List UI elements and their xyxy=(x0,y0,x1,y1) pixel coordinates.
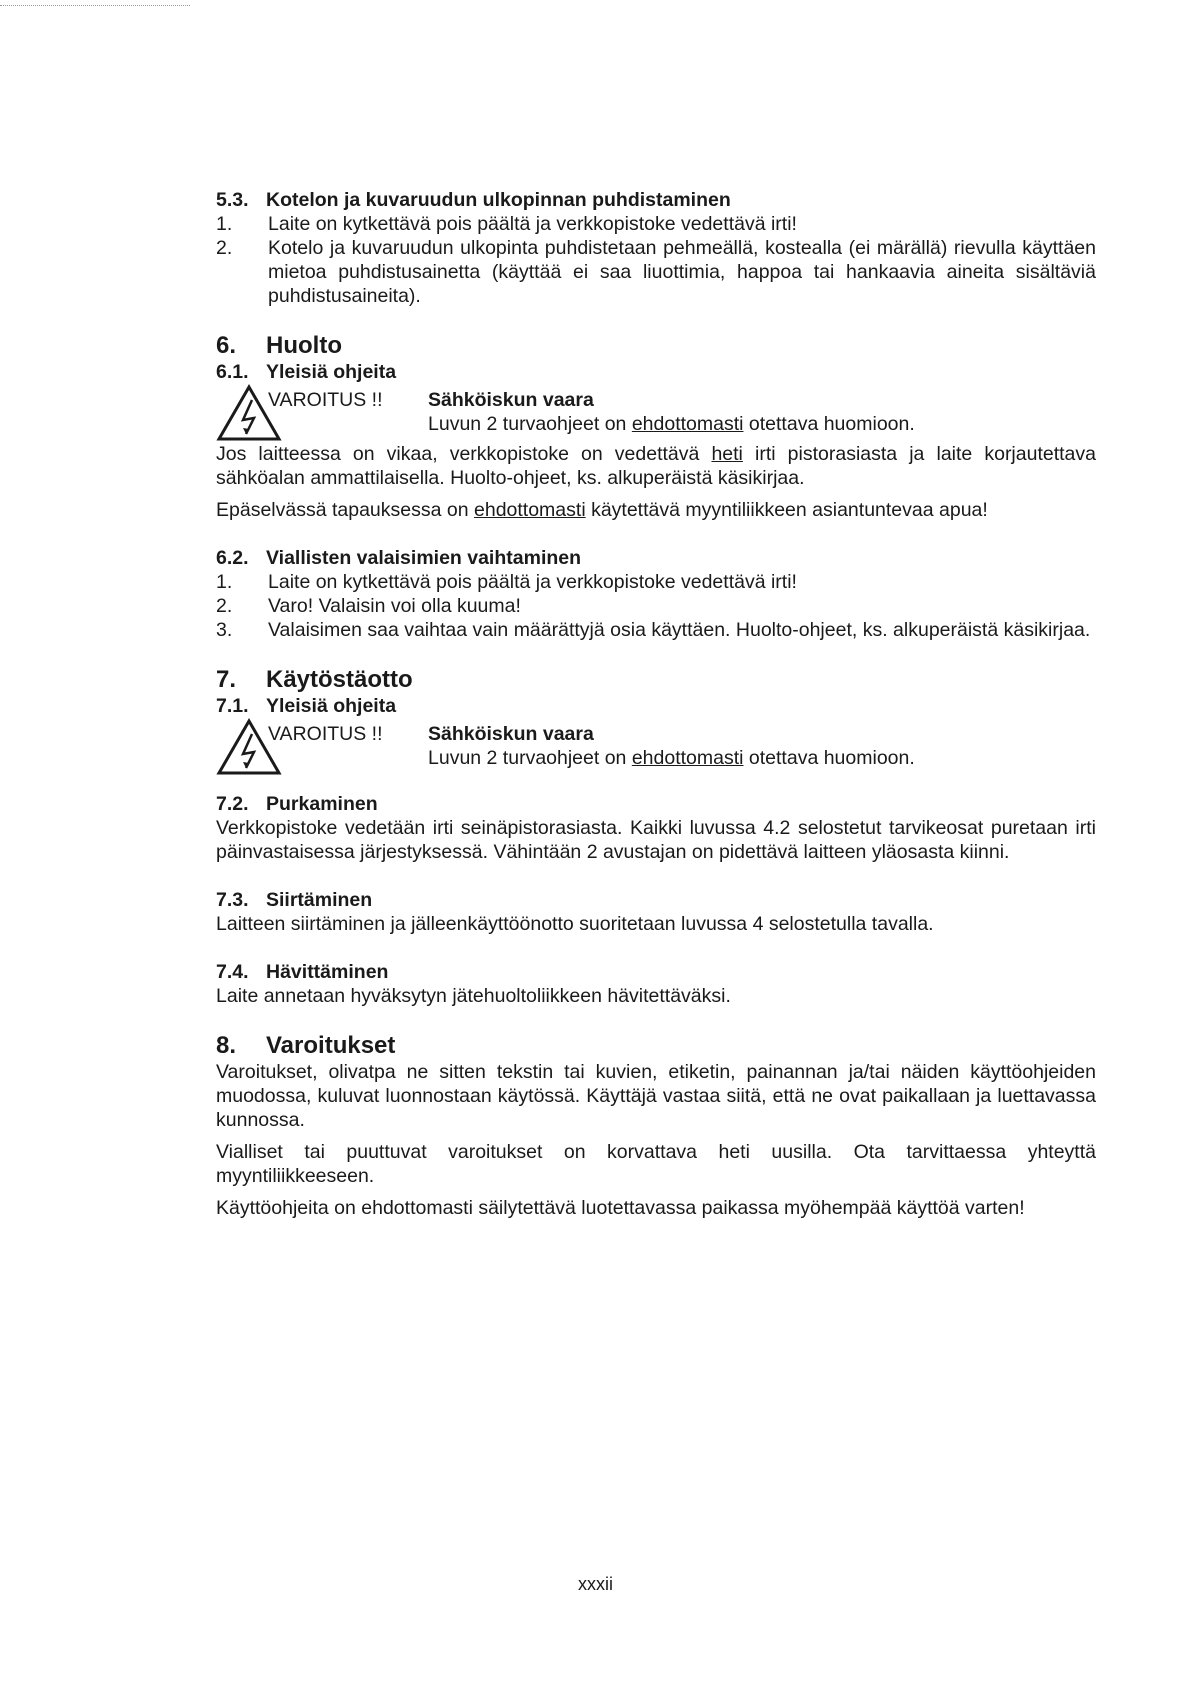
paragraph: Laite annetaan hyväksytyn jätehuoltoliikkeen hävitettäväksi. xyxy=(216,985,731,1007)
section-6-2-heading: 6.2. Viallisten valaisimien vaihtaminen xyxy=(216,547,582,569)
paragraph: Verkkopistoke vedetään irti seinäpistorasiasta. Kaikki luvussa 4.2 selostetut tarvikeosat puretaan irti päinvastaisessa järjestyksessä. Vähintään 2 avustajan on pidettävä laitteen yläosasta kiinni. xyxy=(216,817,1096,863)
warning-title: Sähköiskun vaara xyxy=(428,389,594,411)
list-item: 3. Valaisimen saa vaihtaa vain määrättyjä osia käyttäen. Huolto-ohjeet, ks. alkuperäistä käsikirjaa. xyxy=(216,619,1091,641)
section-5-3-list xyxy=(216,212,1096,308)
list-item: 2. Kotelo ja kuvaruudun ulkopinta puhdistetaan pehmeällä, kostealla (ei märällä) rievulla käyttäen mietoa puhdistusainetta (käyttää ei saa liuottimia, happoa tai hankaavia aineita sisältäviä puhdistusaineita). xyxy=(216,237,1096,307)
list-item: 2. Varo! Valaisin voi olla kuuma! xyxy=(216,595,521,617)
page-content xyxy=(216,188,1096,1220)
section-number: 5.3. xyxy=(216,189,249,211)
warning-label: VAROITUS !! xyxy=(268,723,383,745)
page-number: xxxii xyxy=(578,1574,613,1594)
warning-text: Luvun 2 turvaohjeet on ehdottomasti otettava huomioon. xyxy=(428,413,915,435)
section-6-2-list xyxy=(216,570,1096,642)
list-item: 1. Laite on kytkettävä pois päältä ja verkkopistoke vedettävä irti! xyxy=(216,213,797,235)
chapter-7-heading: 7. Käytöstäotto xyxy=(216,666,413,693)
chapter-6-heading xyxy=(216,332,1096,360)
chapter-8-heading: 8. Varoitukset xyxy=(216,1032,396,1059)
paragraph: Epäselvässä tapauksessa on ehdottomasti käytettävä myyntiliikkeen asiantuntevaa apua! xyxy=(216,499,988,521)
list-item: 1. Laite on kytkettävä pois päältä ja verkkopistoke vedettävä irti! xyxy=(216,571,797,593)
warning-title: Sähköiskun vaara xyxy=(428,723,594,745)
warning-text: Luvun 2 turvaohjeet on ehdottomasti otettava huomioon. xyxy=(428,747,915,769)
section-6-1-heading: 6.1. Yleisiä ohjeita xyxy=(216,361,397,383)
section-7-3-heading: 7.3. Siirtäminen xyxy=(216,889,373,911)
section-7-2-heading: 7.2. Purkaminen xyxy=(216,793,378,815)
chapter-title: Huolto xyxy=(266,332,342,359)
section-5-3-heading xyxy=(216,188,1096,212)
paragraph: Laitteen siirtäminen ja jälleenkäyttöönotto suoritetaan luvussa 4 selostetulla tavalla. xyxy=(216,913,934,935)
section-7-1-heading: 7.1. Yleisiä ohjeita xyxy=(216,695,397,717)
chapter-number: 6. xyxy=(216,332,237,359)
paragraph: Käyttöohjeita on ehdottomasti säilytettävä luotettavassa paikassa myöhempää käyttöä varten! xyxy=(216,1197,1025,1219)
paragraph: Varoitukset, olivatpa ne sitten tekstin tai kuvien, etiketin, painannan ja/tai näiden käyttöohjeiden muodossa, kuluvat luonnostaan käytössä. Käyttäjä vastaa siitä, että ne ovat paikallaan ja luettavassa kunnossa. xyxy=(216,1061,1096,1131)
warning-block xyxy=(216,718,1096,776)
paragraph: Jos laitteessa on vikaa, verkkopistoke on vedettävä heti irti pistorasiasta ja laite korjautettava sähköalan ammattilaisella. Huolto-ohjeet, ks. alkuperäistä käsikirjaa. xyxy=(216,443,1096,489)
section-title: Kotelon ja kuvaruudun ulkopinnan puhdistaminen xyxy=(266,189,731,211)
scan-edge-line xyxy=(0,5,190,7)
warning-block xyxy=(216,384,1096,442)
paragraph: Vialliset tai puuttuvat varoitukset on korvattava heti uusilla. Ota tarvittaessa yhteyttä myyntiliikkeeseen. xyxy=(216,1141,1096,1187)
section-7-4-heading: 7.4. Hävittäminen xyxy=(216,961,389,983)
warning-label: VAROITUS !! xyxy=(268,389,383,411)
